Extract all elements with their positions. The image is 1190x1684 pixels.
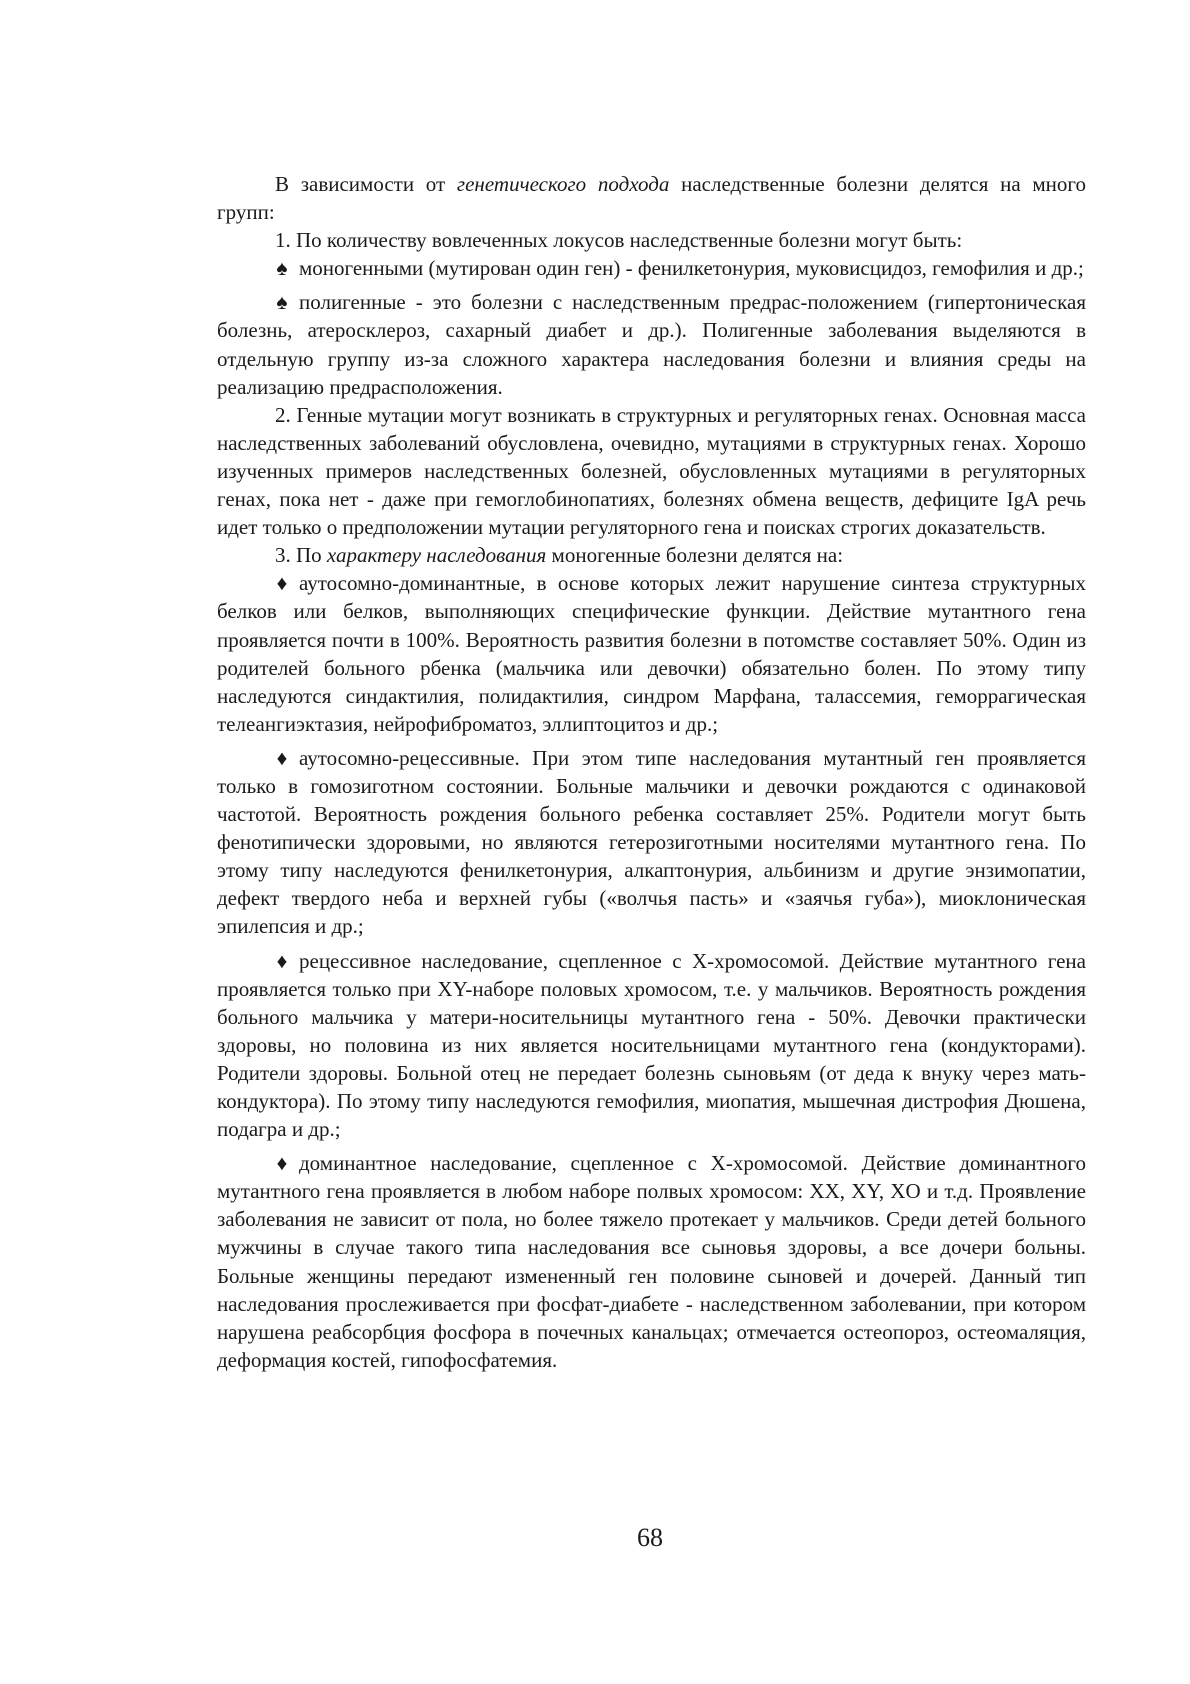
section3-item-x-linked-dominant <box>217 1149 1086 1374</box>
section1-item-monogenic <box>217 254 1086 282</box>
intro-paragraph <box>217 170 1086 226</box>
section2-paragraph: 2. Генные мутации могут возникать в структурных и регуляторных генах. Основная масса наследственных заболеваний обусловлена, очевидно, мутациями в структурных генах. Хорошо изученных примеров наследственных болезней, обусловленных мутациями в регуляторных генах, пока нет - даже при гемоглобинопатиях, болезнях обмена веществ, дефиците IgA речь идет только о предположении мутации регуляторного гена и поисках строгих доказательств. <box>217 402 1086 540</box>
spade-bullet-icon: ♠ <box>276 256 288 281</box>
intro-text-before: В зависимости от <box>275 172 457 196</box>
section3-item-text: доминантное наследование, сцепленное с Х-хромосомой. Действие доминантного мутантного гена проявляется в любом наборе полвых хромосом: XX, XY, XO и т.д. Проявление заболевания не зависит от пола, но более тяжело протекает у мальчиков. Среди детей больного мужчины в случае такого типа наследования все сыновья здоровы, а все дочери больны. Больные женщины передают измененный ген половине сыновей и дочерей. Данный тип наследования прослеживается при фосфат-диабете - наследственном заболевании, при котором нарушена реабсорбция фосфора в почечных канальцах; отмечается остеопороз, остеомаляция, деформация костей, гипофосфатемия. <box>217 1151 1086 1372</box>
section3-emphasis: характеру наследования <box>326 543 547 568</box>
spade-bullet-icon: ♠ <box>276 290 288 315</box>
diamond-bullet-icon: ♦ <box>276 571 288 596</box>
section3-text-before: 3. По <box>275 543 327 568</box>
body-text <box>217 170 1086 1374</box>
section3-item-text: аутосомно-рецессивные. При этом типе наследования мутантный ген проявляется только в гомозиготном состоянии. Больные мальчики и девочки рождаются с одинаковой частотой. Вероятность рождения больного ребенка составляет 25%. Родители могут быть фенотипически здоровыми, но являются гетерозиготными носителями мутантного гена. По этому типу наследуются фенилкетонурия, алкаптонурия, альбинизм и другие энзимопатии, дефект твердого неба и верхней губы («волчья пасть» и «заячья губа»), миоклоническая эпилепсия и др.; <box>217 745 1086 939</box>
diamond-bullet-icon: ♦ <box>276 745 288 770</box>
section3-item-x-linked-recessive <box>217 947 1086 1144</box>
intro-emphasis: генетического подхода <box>456 172 670 196</box>
section1-heading: 1. По количеству вовлеченных локусов наследственные болезни могут быть: <box>275 228 963 253</box>
section3-text-after: моногенные болезни делятся на: <box>546 543 844 568</box>
diamond-bullet-icon: ♦ <box>276 1151 288 1176</box>
section3-item-autosomal-dominant <box>217 569 1086 738</box>
section1-item-polygenic <box>217 288 1086 400</box>
section3-item-text: аутосомно-доминантные, в основе которых лежит нарушение синтеза структурных белков или белков, выполняющих специфические функции. Действие мутантного гена проявляется почти в 100%. Вероятность развития болезни в потомстве составляет 50%. Один из родителей больного рбенка (мальчика или девочки) обязательно болен. По этому типу наследуются синдактилия, полидактилия, синдром Марфана, талассемия, геморрагическая телеангиэктазия, нейрофиброматоз, эллиптоцитоз и др.; <box>217 571 1086 736</box>
section3-item-autosomal-recessive <box>217 744 1086 941</box>
diamond-bullet-icon: ♦ <box>276 948 288 973</box>
section3-item-text: рецессивное наследование, сцепленное с Х-хромосомой. Действие мутантного гена проявляется только при XY-наборе половых хромосом, т.е. у мальчиков. Вероятность рождения больного мальчика у матери-носительницы мутантного гена - 50%. Девочки практически здоровы, но половина из них является носительницами мутантного гена (кондукторами). Родители здоровы. Больной отец не передает болезнь сыновьям (от деда к внуку через мать-кондуктора). По этому типу наследуются гемофилия, миопатия, мышечная дистрофия Дюшена, подагра и др.; <box>217 948 1086 1142</box>
section1-item-text: полигенные - это болезни с наследственным предрас-положением (гипертоническая болезнь, атеросклероз, сахарный диабет и др.). Полигенные заболевания выделяются в отдельную группу из-за сложного характера наследования болезни и влияния среды на реализацию предрасположения. <box>217 290 1086 399</box>
section1-item-text: моногенными (мутирован один ген) - фенилкетонурия, муковисцидоз, гемофилия и др.; <box>299 256 1084 281</box>
page-number: 68 <box>637 1523 663 1552</box>
section3-heading <box>217 541 1086 569</box>
intro-text-after: наследственные болезни делятся на много групп: <box>217 172 1087 225</box>
